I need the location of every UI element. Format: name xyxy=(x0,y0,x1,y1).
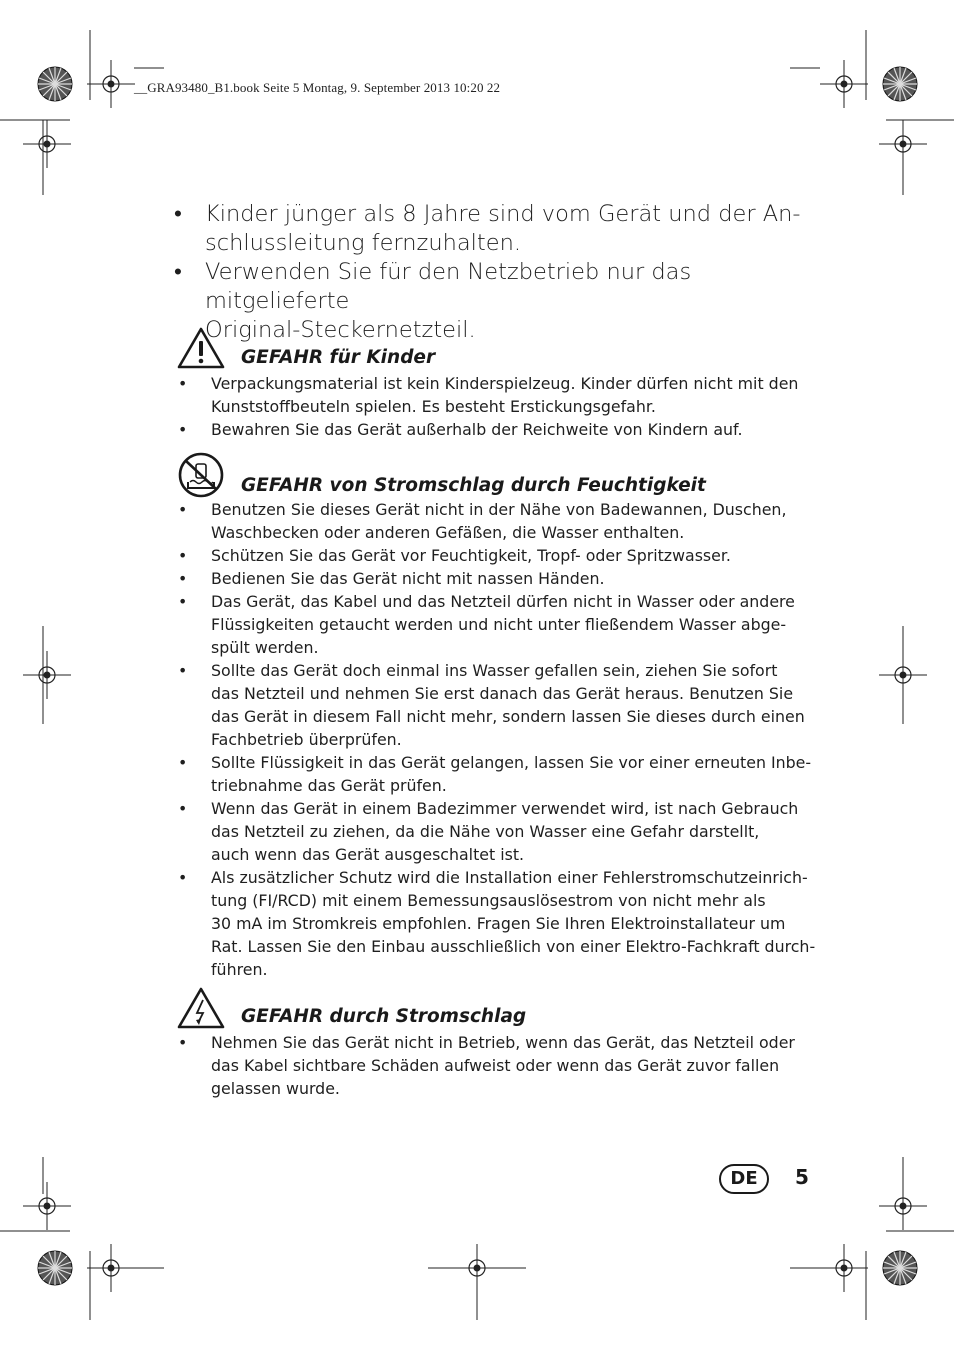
print-header: __GRA93480_B1.book Seite 5 Montag, 9. September 2013 10:20 22 xyxy=(134,80,501,95)
section-title: GEFAHR von Stromschlag durch Feuchtigkeit xyxy=(241,475,706,496)
list-line-text: Fachbetrieb überprüfen. xyxy=(211,730,402,749)
list-line xyxy=(172,889,822,912)
list-line-text: Als zusätzlicher Schutz wird die Installation einer Fehlerstromschutzeinrich- xyxy=(211,868,808,887)
list-line xyxy=(172,659,822,682)
list-line xyxy=(172,636,822,659)
bullet-dot: • xyxy=(178,546,188,565)
list-line xyxy=(172,728,822,751)
bullet-dot: • xyxy=(178,420,188,439)
bullet-dot: • xyxy=(178,569,188,588)
list-line-text: das Netzteil zu ziehen, da die Nähe von Wasser eine Gefahr darstellt, xyxy=(211,822,760,841)
intro-line xyxy=(172,200,822,229)
list-line xyxy=(172,843,822,866)
list-line-text: gelassen wurde. xyxy=(211,1079,340,1098)
list-line xyxy=(172,372,822,395)
list-line-text: Schützen Sie das Gerät vor Feuchtigkeit, Tropf- oder Spritzwasser. xyxy=(211,546,731,565)
list-line-text: auch wenn das Gerät ausgeschaltet ist. xyxy=(211,845,525,864)
list-line xyxy=(172,751,822,774)
section-list xyxy=(172,498,822,981)
list-line-text: Waschbecken oder anderen Gefäßen, die Wasser enthalten. xyxy=(211,523,685,542)
bullet-dot: • xyxy=(178,1033,188,1052)
list-line xyxy=(172,544,822,567)
list-line-text: tung (FI/RCD) mit einem Bemessungsauslösestrom von nicht mehr als xyxy=(211,891,766,910)
intro-line-text: Verwenden Sie für den Netzbetrieb nur das mitgelieferte xyxy=(205,259,692,314)
bullet-dot: • xyxy=(178,592,188,611)
intro-line xyxy=(172,258,822,316)
list-line xyxy=(172,866,822,889)
section-danger-electric-shock xyxy=(172,986,822,1100)
list-line xyxy=(172,682,822,705)
list-line xyxy=(172,705,822,728)
list-line-text: das Netzteil und nehmen Sie erst danach das Gerät heraus. Benutzen Sie xyxy=(211,684,794,703)
bullet-dot: • xyxy=(178,868,188,887)
bullet-dot: • xyxy=(178,661,188,680)
list-line-text: Bedienen Sie das Gerät nicht mit nassen Händen. xyxy=(211,569,605,588)
section-title: GEFAHR für Kinder xyxy=(241,347,436,368)
bullet-dot: • xyxy=(178,374,188,393)
bullet-dot: • xyxy=(178,753,188,772)
list-line-text: Kunststoffbeuteln spielen. Es besteht Erstickungsgefahr. xyxy=(211,397,656,416)
section-danger-moisture xyxy=(172,452,822,981)
list-line xyxy=(172,1054,822,1077)
list-line-text: das Gerät in diesem Fall nicht mehr, sondern lassen Sie dieses durch einen xyxy=(211,707,805,726)
list-line xyxy=(172,912,822,935)
list-line xyxy=(172,820,822,843)
warning-triangle-icon xyxy=(176,326,226,370)
section-list xyxy=(172,372,822,441)
list-line xyxy=(172,498,822,521)
intro-line-text: schlussleitung fernzuhalten. xyxy=(205,230,521,256)
list-line xyxy=(172,1031,822,1054)
list-line-text: das Kabel sichtbare Schäden aufweist oder wenn das Gerät zuvor fallen xyxy=(211,1056,780,1075)
high-voltage-triangle-icon xyxy=(176,986,226,1030)
language-badge: DE xyxy=(719,1164,769,1194)
intro-line-text: Kinder jünger als 8 Jahre sind vom Gerät und der An- xyxy=(205,201,801,227)
list-line-text: 30 mA im Stromkreis empfohlen. Fragen Sie Ihren Elektroinstallateur um xyxy=(211,914,786,933)
list-line-text: Wenn das Gerät in einem Badezimmer verwendet wird, ist nach Gebrauch xyxy=(211,799,799,818)
bullet-dot: • xyxy=(174,259,182,285)
list-line xyxy=(172,613,822,636)
list-line xyxy=(172,774,822,797)
list-line-text: spült werden. xyxy=(211,638,319,657)
list-line-text: Nehmen Sie das Gerät nicht in Betrieb, wenn das Gerät, das Netzteil oder xyxy=(211,1033,795,1052)
section-title: GEFAHR durch Stromschlag xyxy=(241,1006,527,1027)
list-line-text: führen. xyxy=(211,960,268,979)
list-line-text: triebnahme das Gerät prüfen. xyxy=(211,776,447,795)
list-line-text: Das Gerät, das Kabel und das Netzteil dürfen nicht in Wasser oder andere xyxy=(211,592,795,611)
list-line xyxy=(172,958,822,981)
section-danger-children xyxy=(172,326,822,441)
list-line xyxy=(172,395,822,418)
intro-line xyxy=(172,229,822,258)
list-line-text: Rat. Lassen Sie den Einbau ausschließlich von einer Elektro-Fachkraft durch- xyxy=(211,937,816,956)
list-line-text: Bewahren Sie das Gerät außerhalb der Reichweite von Kindern auf. xyxy=(211,420,743,439)
intro-line-text: Original-Steckernetzteil. xyxy=(205,317,476,343)
list-line xyxy=(172,797,822,820)
list-line xyxy=(172,590,822,613)
list-line xyxy=(172,567,822,590)
list-line-text: Flüssigkeiten getaucht werden und nicht unter fließendem Wasser abge- xyxy=(211,615,787,634)
list-line-text: Sollte das Gerät doch einmal ins Wasser gefallen sein, ziehen Sie sofort xyxy=(211,661,778,680)
bullet-dot: • xyxy=(178,799,188,818)
bullet-dot: • xyxy=(178,500,188,519)
list-line xyxy=(172,1077,822,1100)
list-line xyxy=(172,418,822,441)
bullet-dot: • xyxy=(174,201,182,227)
list-line-text: Verpackungsmaterial ist kein Kinderspielzeug. Kinder dürfen nicht mit den xyxy=(211,374,799,393)
no-water-icon xyxy=(176,452,226,498)
list-line xyxy=(172,935,822,958)
section-list xyxy=(172,1031,822,1100)
page-number: 5 xyxy=(795,1165,809,1189)
list-line xyxy=(172,521,822,544)
list-line-text: Sollte Flüssigkeit in das Gerät gelangen, lassen Sie vor einer erneuten Inbe- xyxy=(211,753,812,772)
intro-bullet-list xyxy=(172,200,822,345)
list-line-text: Benutzen Sie dieses Gerät nicht in der Nähe von Badewannen, Duschen, xyxy=(211,500,787,519)
